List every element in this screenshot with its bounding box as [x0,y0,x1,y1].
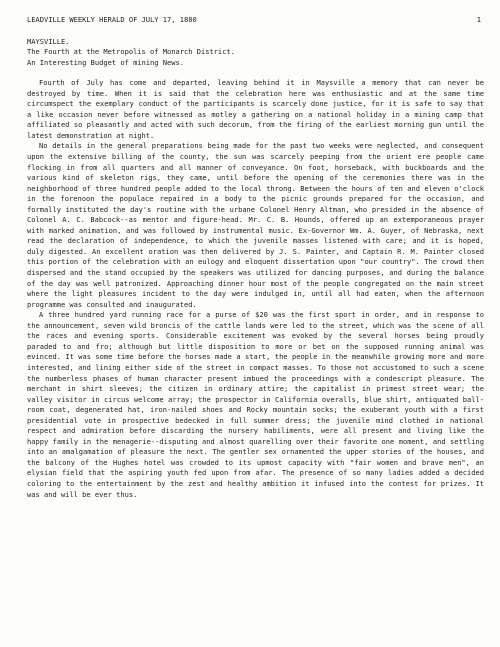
page-header [27,15,484,26]
article-paragraph: No details in the general preparations being made for the past two weeks were neglected, and consequent upon the extensive billing of the county, the sun was scarcely peeping from the orient ere people came flocking in from all quarters and all manner of conveyance. On foot, horseback, with buckboards and the various kind of skeleton rigs, they came, until before the opening of the ceremonies there was in the neighborhood of three hundred people added to the local throng. Between the hours of ten and eleven o'clock in the forenoon the populace repaired in a body to the picnic grounds prepared for the occasion, and formally instituted the day's routine with the urbane Colonel Henry Altman, who presided in the absence of Colonel A. C. Babcock--as mentor and figure-head. Mr. C. B. Hounds, offered up an extemporaneous prayer with marked animation, and was followed by instrumental music. Ex-Governor Wm. A. Guyer, of Nebraska, next read the declaration of independence, to which the juvenile masses listened with care; and it is hoped, duly digested. An excellent oration was then delivered by J. S. Painter, and Captain R. M. Painter closed this portion of the celebration with an eulogy and eloquent dissertation upon "our country". The crowd then dispersed and the stand occupied by the speakers was utilized for dancing purposes, and during the balance of the day was well patronized. Approaching dinner hour most of the people congregated on the main street where the light pleasures incident to the day were indulged in, until all had eaten, when the afternoon programme was consulted and inaugurated. [27,141,484,309]
newspaper-header-title: LEADVILLE WEEKLY HERALD OF JULY 17, 1880 [27,15,197,24]
article-headline-2: An Interesting Budget of mining News. [27,57,184,67]
article-headings [27,37,484,69]
page-number: 1 [476,15,481,24]
article-headline-1: The Fourth at the Metropolis of Monarch District. [27,47,235,57]
article-location: MAYSVILLE. [27,36,70,46]
article-body [27,78,484,500]
article-paragraph: A three hundred yard running race for a purse of $20 was the first sport in order, and in response to the announcement, seven wild broncis of the cattle lands were led to the street, which was the scene of all the races and evening sports. Considerable excitement was evoked by the several horses being proudly paraded to and fro; although but little disposition to more or bet on the supposed running animal was evinced. It was some time before the horses made a start, the people in the meanwhile growing more and more interested, and lining either side of the street in compact masses. To those not accustomed to such a scene the numberless phases of human character present imbued the proceedings with a condescript pleasure. The merchant in shirt sleeves; the citizen in ordinary attire; the capitalist in primest street wear; the valley visitor in circus welcome array; the prospector in California overalls, blue shirt, antiquated ball-room coat, degenerated hat, iron-nailed shoes and Rocky mountain socks; the exuberant youth with a first presidential vote in prospective bedecked in full summer dress; the juvenile mind clothed in national respect and admiration before discarding the nursery habiliments, were all present and living like the happy family in the menagerie--disputing and almost quarelling over their favorite one moment, and settling into an amalgamation of pleasure the next. The gentler sex ornamented the upper stories of the houses, and the balcony of the Hughes hotel was crowded to its upmost capacity with "fair women and brave men", an elysian field that the aspiring youth fed upon from afar. The presence of so many ladies added a decided coloring to the entertainment by the zest and healthy ambition it infused into the contest for prizes. It was and will be ever thus. [27,310,484,499]
article-paragraph: Fourth of July has come and departed, leaving behind it in Maysville a memory that can never be destroyed by time. When it is said that the celebration here was enthusiastic and at the same time circumspect the exemplary conduct of the participants is scarcely done justice, for it is safe to say that a like occasion never before witnessed as motley a gathering on a national holiday in a mining camp that affiliated so pleasantly and acted with such decorum, from the firing of the earliest morning gun until the latest demonstration at night. [27,78,484,140]
